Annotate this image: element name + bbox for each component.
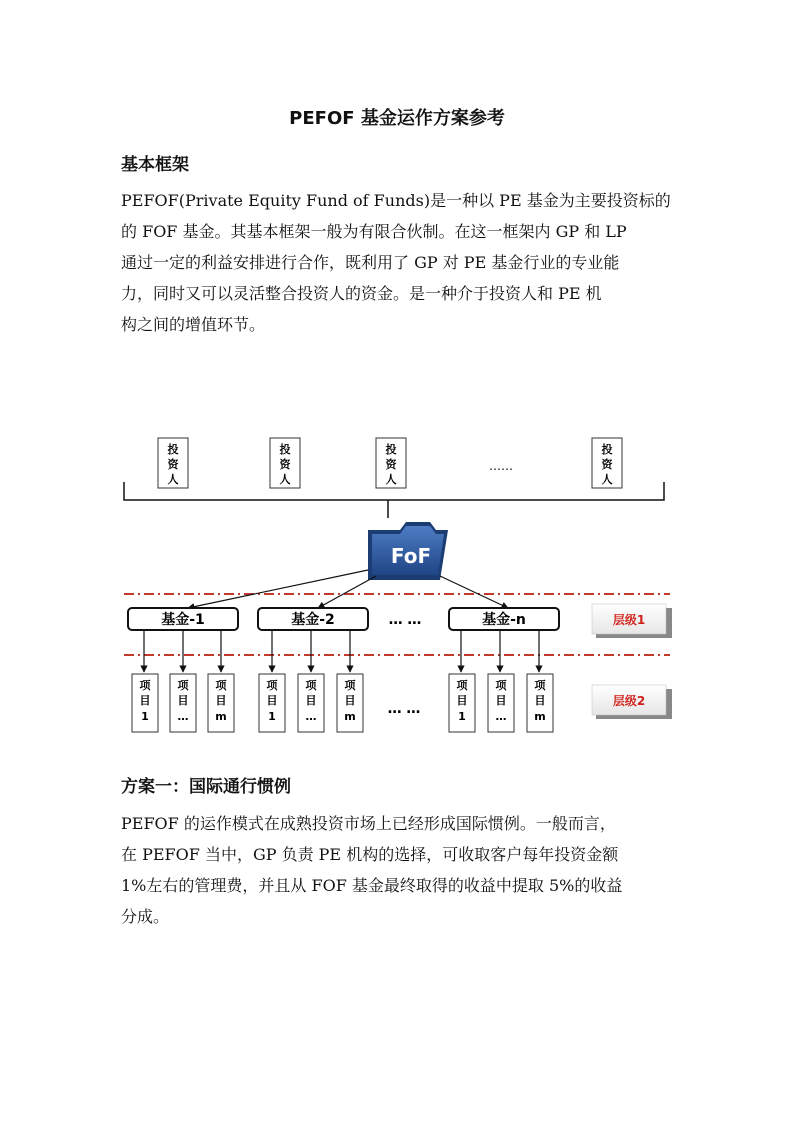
svg-text:项: 项 [177,679,189,692]
svg-text:目: 目 [495,694,507,707]
arrow [318,576,376,608]
level1-badge [592,604,672,638]
section2-paragraph [121,808,674,932]
svg-text:…: … [495,710,507,723]
para-line: PEFOF(Private Equity Fund of Funds)是一种以 PE 基金为主要投资标的 [121,191,671,210]
investor-char: 人 [279,473,291,486]
fund-label: 基金-2 [291,612,335,628]
svg-text:项: 项 [139,679,151,692]
investor-box [270,438,300,488]
investor-ellipsis: …… [489,459,513,473]
project-box [298,674,324,732]
svg-text:1: 1 [458,710,466,723]
svg-text:目: 目 [215,694,227,707]
level2-label: 层级2 [612,694,646,708]
level2-badge [592,685,672,719]
section1-paragraph [121,185,674,340]
para-line: 通过一定的利益安排进行合作，既利用了 GP 对 PE 基金行业的专业能 [121,253,620,272]
svg-text:…: … [305,710,317,723]
para-line: 1%左右的管理费，并且从 FOF 基金最终取得的收益中提取 5%的收益 [121,876,623,895]
svg-text:目: 目 [305,694,317,707]
project-box [337,674,363,732]
svg-text:m: m [344,710,356,723]
fund-label: 基金-1 [161,612,205,628]
investor-char: 投 [385,443,397,456]
investor-char: 人 [167,473,179,486]
svg-text:项: 项 [456,679,468,692]
para-line: PEFOF 的运作模式在成熟投资市场上已经形成国际惯例。一般而言， [121,814,616,833]
svg-text:m: m [215,710,227,723]
investor-char: 资 [385,458,397,471]
svg-text:项: 项 [495,679,507,692]
svg-text:1: 1 [141,710,149,723]
project-box [208,674,234,732]
investor-char: 资 [167,458,179,471]
svg-text:项: 项 [534,679,546,692]
svg-text:目: 目 [534,694,546,707]
svg-text:项: 项 [266,679,278,692]
fund-box [449,608,559,630]
project-box [132,674,158,732]
arrow [440,576,508,608]
svg-text:目: 目 [139,694,151,707]
investor-char: 人 [385,473,397,486]
svg-text:目: 目 [177,694,189,707]
fof-label: FoF [390,544,432,568]
fund-label: 基金-n [482,612,526,628]
para-line: 力，同时又可以灵活整合投资人的资金。是一种介于投资人和 PE 机 [121,284,602,303]
fund-box [258,608,368,630]
para-line: 分成。 [121,907,170,926]
investor-char: 投 [601,443,613,456]
diagram-svg [118,430,678,740]
investor-char: 资 [601,458,613,471]
para-line: 在 PEFOF 当中，GP 负责 PE 机构的选择，可收取客户每年投资金额 [121,845,619,864]
investor-char: 投 [167,443,179,456]
svg-text:目: 目 [266,694,278,707]
level1-label: 层级1 [612,613,646,627]
investor-char: 人 [601,473,613,486]
project-box [488,674,514,732]
project-box [170,674,196,732]
investor-char: 投 [279,443,291,456]
fund-ellipsis: … … [388,612,422,628]
fund-box [128,608,238,630]
svg-text:m: m [534,710,546,723]
page-title: PEFOF 基金运作方案参考 [289,108,505,129]
investor-box [158,438,188,488]
project-box [259,674,285,732]
svg-text:项: 项 [215,679,227,692]
svg-text:目: 目 [456,694,468,707]
fof-node [368,522,448,580]
svg-text:项: 项 [305,679,317,692]
section2-heading: 方案一：国际通行惯例 [121,777,291,797]
svg-text:1: 1 [268,710,276,723]
svg-text:项: 项 [344,679,356,692]
para-line: 构之间的增值环节。 [121,315,266,334]
investor-box [376,438,406,488]
project-box [449,674,475,732]
arrow [188,570,368,608]
project-box [527,674,553,732]
para-line: 的 FOF 基金。其基本框架一般为有限合伙制。在这一框架内 GP 和 LP [121,222,627,241]
svg-text:目: 目 [344,694,356,707]
project-ellipsis: … … [387,701,421,717]
investor-char: 资 [279,458,291,471]
section1-heading: 基本框架 [121,155,189,175]
svg-text:…: … [177,710,189,723]
investor-box [592,438,622,488]
fof-structure-diagram [118,430,678,740]
